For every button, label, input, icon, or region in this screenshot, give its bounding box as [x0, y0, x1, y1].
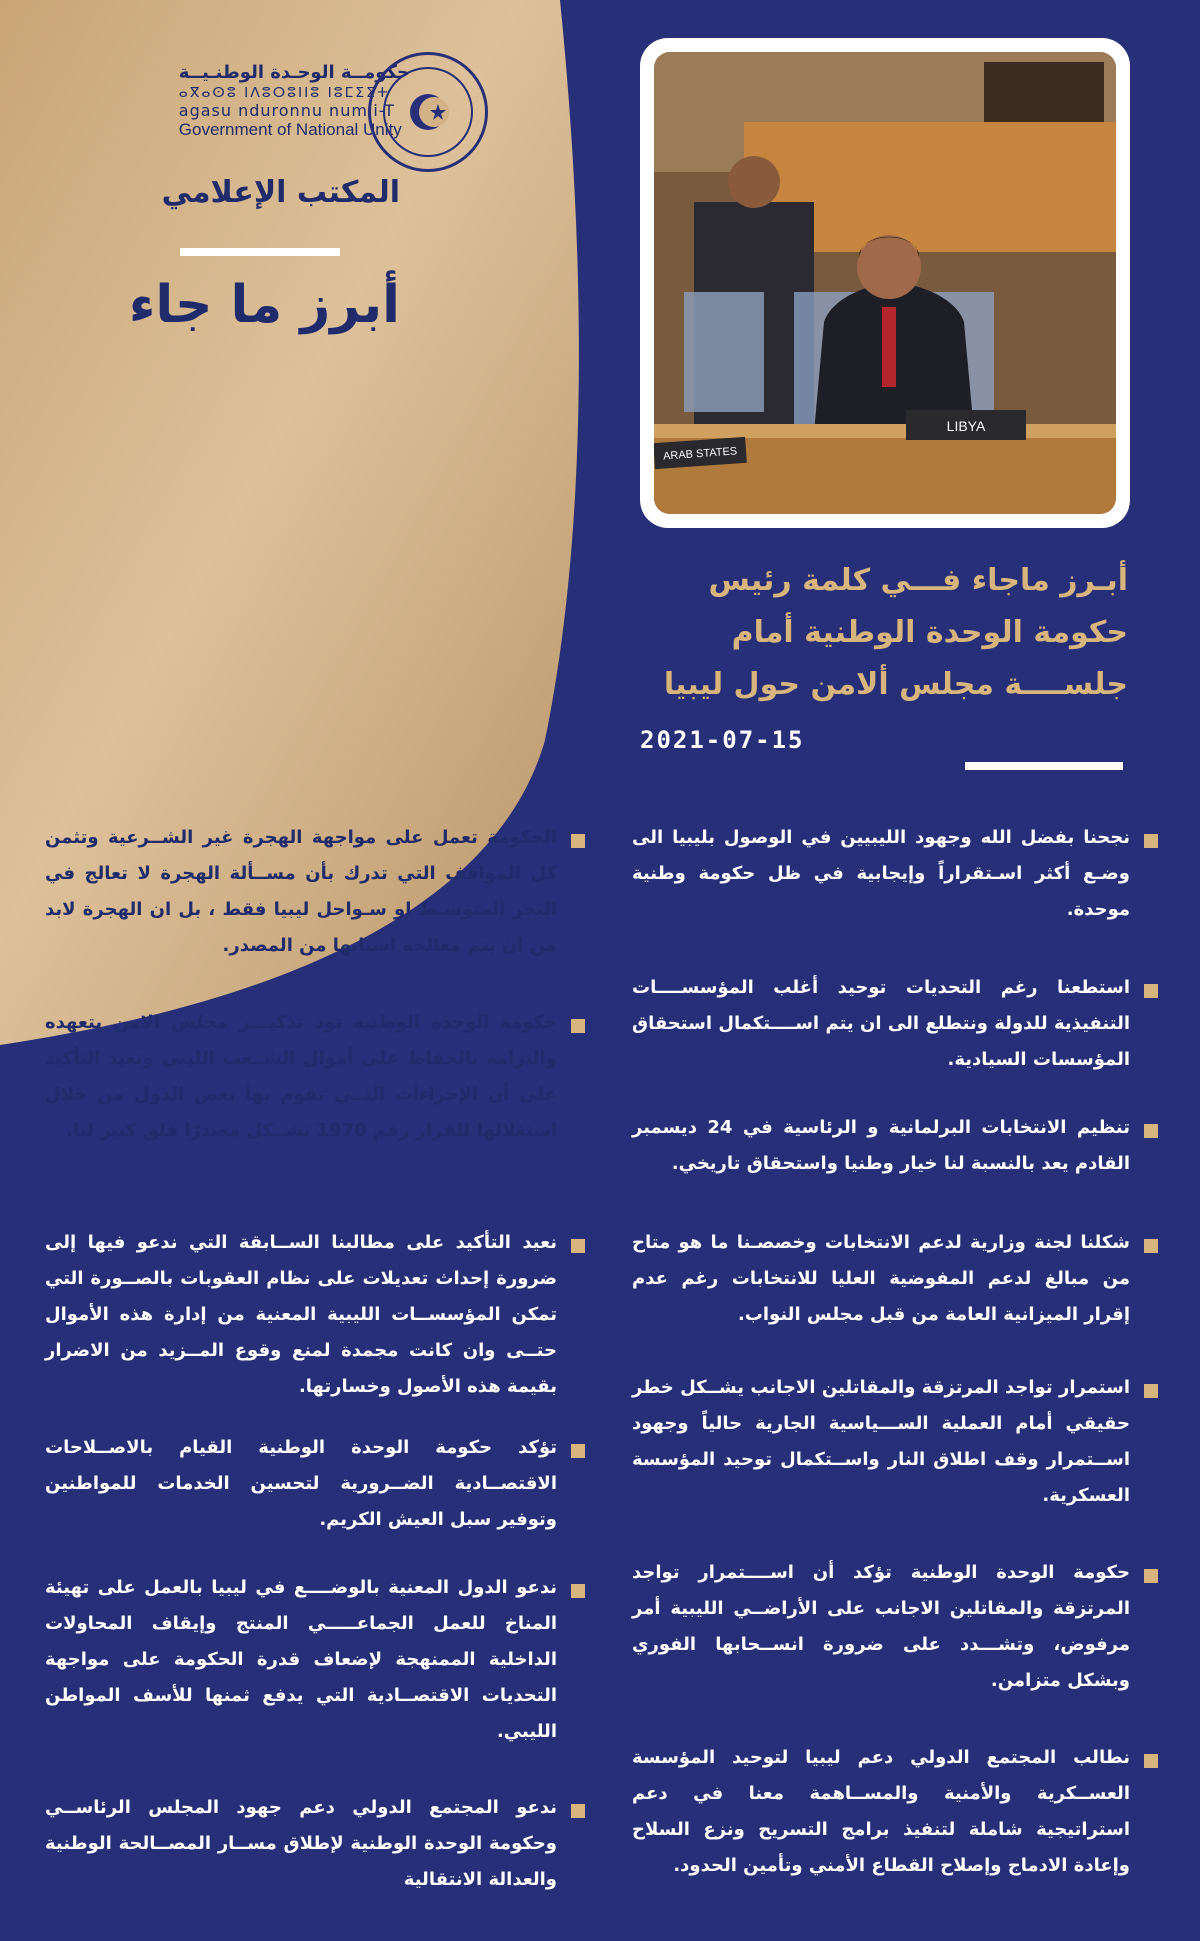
list-item-text: ندعو الدول المعنية بالوضــــع في ليبيا بالعمل على تهيئة المناخ للعمل الجماعـــــي المنتج وإيقاف المحاولات الداخلية الممنهجة لإضعاف قدرة الحكومة على مواجهة التحديات الاقتصــادية التي يدفع ثمنها للأسف المواطن الليبي. [45, 1577, 557, 1742]
list-item [45, 1790, 585, 1898]
list-item-text: نطالب المجتمع الدولي دعم ليبيا لتوحيد المؤسسة العســكرية والأمنية والمســاهمة معنا في دعم استراتيجية شاملة لتنفيذ برامج التسريح ونزع السلاح وإعادة الادماج وإصلاح القطاع الأمني وتأمين الحدود. [632, 1747, 1130, 1876]
bullet-square-icon [1144, 834, 1158, 848]
security-council-photo [654, 52, 1116, 514]
crescent-star-seal-icon [368, 52, 488, 172]
left-column [45, 820, 585, 1900]
header [60, 40, 580, 360]
list-item-text: نعيد التأكيد على مطالبنا الســابقة التي ندعو فيها إلى ضرورة إحداث تعديلات على نظام العقوبات بالصــورة التي تمكن المؤسســات الليبية المعنية من إدارة هذه الأموال حتــى وان كانت مجمدة لمنع وقوع المــزيد من الاضرار بقيمة هذه الأصول وخسارتها. [45, 1232, 557, 1397]
highlights-title: أبرز ما جاء [128, 275, 400, 335]
org-name-english: Government of National Unity [178, 120, 402, 139]
list-item [45, 1570, 585, 1750]
list-item-text: حكومة الوحدة الوطنية تود تذكيـــر مجلس الامن بتعهده والتزامه بالحفاظ على أموال الشــعب الليبي وتعيد التأكيد على أن الإجراءات التــي تقوم بها بعض الدول من خلال استغلالها للقرار رقم 1970 تشــكل مصدرًا قلق كبير لنا. [45, 1012, 557, 1141]
list-item [632, 1370, 1158, 1514]
title-divider [180, 248, 340, 256]
list-item-text: استمرار تواجد المرتزقة والمقاتلين الاجانب يشــكل خطر حقيقي أمام العملية الســـياسية الجارية حالياً وجهود اســتمرار وقف اطلاق النار واســتكمال توحيد المؤسسة العسكرية. [632, 1377, 1130, 1506]
list-item [632, 1225, 1158, 1333]
bullet-square-icon [571, 834, 585, 848]
list-item [45, 1430, 585, 1538]
nameplate-arab-states: ARAB STATES [662, 445, 738, 463]
list-item-text: شكلنا لجنة وزارية لدعم الانتخابات وخصصـنا ما هو متاح من مبالغ لدعم المفوضية العليا للانتخابات رغم عدم إقرار الميزانية العامة من قبل مجلس النواب. [632, 1232, 1130, 1325]
nameplate-libya: LIBYA [946, 418, 986, 434]
org-name-tifinagh: ⴰⴳⴰⵙⵓ ⵏⴷⵓⵔⵓⵏⵏⵓ ⵏⵓⵎⵉⵉⵜ [178, 85, 390, 101]
photo-frame [640, 38, 1130, 528]
list-item-text: ندعو المجتمع الدولي دعم جهود المجلس الرئاســي وحكومة الوحدة الوطنية لإطلاق مســار المصــالحة الوطنية والعدالة الانتقالية [45, 1797, 557, 1890]
right-column [632, 820, 1158, 1900]
bullet-square-icon [571, 1239, 585, 1253]
list-item-text: حكومة الوحدة الوطنية تؤكد أن اســــتمرار تواجد المرتزقة والمقاتلين الاجانب على الأراضــي الليبية أمر مرفوض، وتشـــدد على ضرورة انســحابها الفوري وبشكل متزامن. [632, 1562, 1130, 1691]
date: 2021-07-15 [640, 726, 805, 754]
bullet-square-icon [1144, 1124, 1158, 1138]
list-item-text: استطعنا رغم التحديات توحيد أغلب المؤسســــات التنفيذية للدولة ونتطلع الى ان يتم اســــتكمال استحقاق المؤسسات السيادية. [632, 977, 1130, 1070]
org-name-berber: agasu nduronnu numii-T [178, 101, 395, 120]
bullet-square-icon [1144, 1239, 1158, 1253]
org-name-arabic: حكومــة الوحـدة الوطنـيــة [178, 62, 410, 83]
list-item-text: تؤكد حكومة الوحدة الوطنية القيام بالاصــلاحات الاقتصــادية الضــرورية لتحسين الخدمات للمواطنين وتوفير سبل العيش الكريم. [45, 1437, 557, 1530]
bullet-square-icon [1144, 1384, 1158, 1398]
list-item [45, 820, 585, 964]
list-item [45, 1005, 585, 1149]
bullet-square-icon [571, 1019, 585, 1033]
media-office-label: المكتب الإعلامي [161, 175, 400, 210]
list-item [632, 970, 1158, 1078]
bullet-square-icon [1144, 1569, 1158, 1583]
bullet-square-icon [1144, 984, 1158, 998]
list-item-text: تنظيم الانتخابات البرلمانية و الرئاسية في 24 ديسمبر القادم يعد بالنسبة لنا خيار وطنيا واستحقاق تاريخي. [632, 1117, 1130, 1174]
date-divider [965, 762, 1123, 770]
list-item [632, 1110, 1158, 1182]
list-item-text: الحكومة تعمل على مواجهة الهجرة غير الشــرعية وتثمن كل المواقف التي تدرك بأن مســألة الهجرة لا تعالج في البحر المتوسـط او سـواحل ليبيا فقط ، بل ان الهجرة لابد من ان يتم معالجة اسبابها من المصدر. [45, 827, 557, 956]
headline: أبـرز ماجاء فـــي كلمة رئيس حكومة الوحدة الوطنية أمام جلســــة مجلس ألامن حول ليبيا [663, 563, 1128, 702]
bullet-square-icon [571, 1584, 585, 1598]
list-item [632, 1740, 1158, 1884]
list-item-text: نجحنا بفضل الله وجهود الليبيين في الوصول بليبيا الى وضـع أكثر اسـتقراراً وإيجابية في ظل حكومة وطنية موحدة. [632, 827, 1130, 920]
list-item [632, 1555, 1158, 1699]
bullet-square-icon [1144, 1754, 1158, 1768]
list-item [632, 820, 1158, 928]
bullet-square-icon [571, 1444, 585, 1458]
bullet-square-icon [571, 1804, 585, 1818]
list-item [45, 1225, 585, 1405]
